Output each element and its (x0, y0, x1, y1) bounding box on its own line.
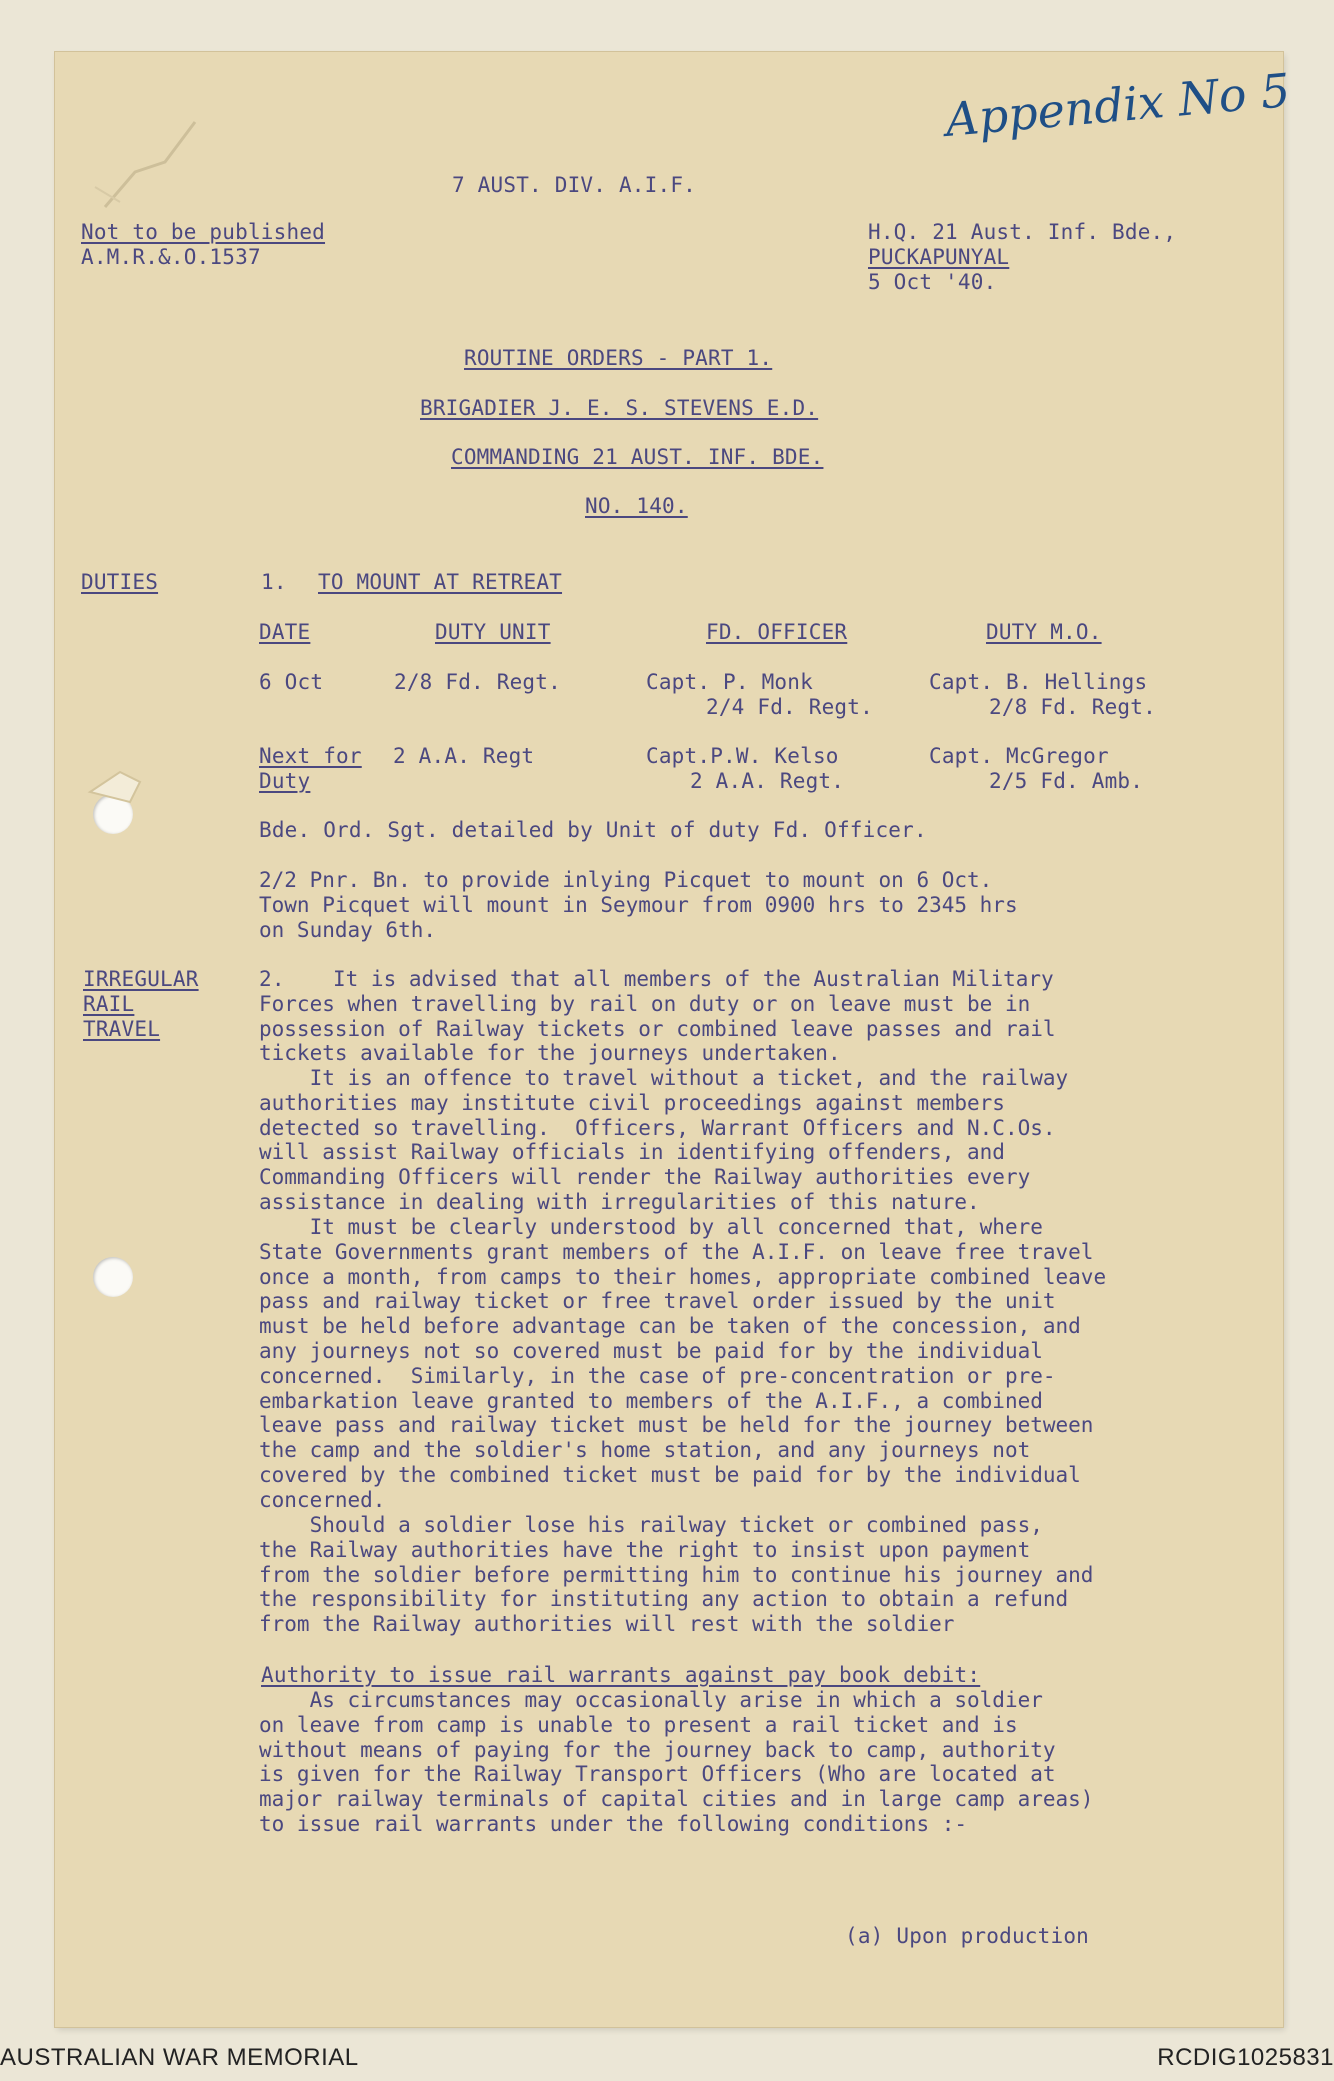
rail-section-number: 2. (259, 967, 285, 991)
row2-duty-unit: 2 A.A. Regt (393, 744, 535, 768)
restriction-line-1: Not to be published (81, 220, 326, 244)
paper-tear-mark-mid (80, 742, 160, 822)
rail-paragraph-4: Should a soldier lose his railway ticket or combined pass, the Railway authorities have the right to insist upon payment from the soldier before permitting him to continue his journey and the responsibility for instituting any action to obtain a refund from the Railway authorities will rest with the soldier (259, 1513, 1094, 1637)
footer-identifier: RCDIG1025831 (1157, 2044, 1334, 2071)
duties-heading: TO MOUNT AT RETREAT (318, 570, 563, 594)
row1-fd-officer-unit: 2/4 Fd. Regt. (706, 695, 873, 719)
row2-fd-officer-unit: 2 A.A. Regt. (690, 769, 845, 793)
rail-paragraph-1: It is advised that all members of the Australian Military Forces when travelling by rail on duty or on leave must be in possession of Railway tickets or combined leave passes and rail tickets available for the journeys undertaken. (259, 967, 1056, 1066)
row1-date: 6 Oct (259, 670, 324, 694)
row1-fd-officer: Capt. P. Monk (646, 670, 813, 694)
row1-duty-mo-unit: 2/8 Fd. Regt. (989, 695, 1156, 719)
row2-date: Next for (259, 744, 362, 768)
duties-note-ord-sgt: Bde. Ord. Sgt. detailed by Unit of duty Fd. Officer. (259, 818, 927, 842)
paper-tear-mark-top (75, 102, 225, 212)
rail-paragraph-3: It must be clearly understood by all concerned that, where State Governments grant members of the A.I.F. on leave free travel once a month, from camps to their homes, appropriate combined leave pass and railway ticket or free travel order issued by the unit must be held before advantage can be taken of the concession, and any journeys not so covered must be paid for by the individual concerned. Similarly, in the case of pre-concentration or pre- embarkation leave granted to members of the A.I.F., a combined leave pass and railway ticket must be held for the journey between the camp and the soldier's home station, and any journeys not covered by the combined ticket must be paid for by the individual concerned. (259, 1215, 1107, 1512)
row2-fd-officer: Capt.P.W. Kelso (646, 744, 839, 768)
rail-margin-label-2: RAIL (83, 992, 135, 1016)
restriction-line-2: A.M.R.&.O.1537 (81, 245, 261, 269)
title-commanding: COMMANDING 21 AUST. INF. BDE. (451, 445, 824, 469)
punch-hole-bottom (93, 1257, 133, 1297)
authority-paragraph: As circumstances may occasionally arise in which a soldier on leave from camp is unable to present a rail ticket and is without means of paying for the journey back to camp, authority is given for the Railway Transport Officers (Who are located at major railway terminals of capital cities and in large camp areas) to issue rail warrants under the following conditions :- (259, 1688, 1094, 1836)
division-heading: 7 AUST. DIV. A.I.F. (452, 173, 697, 197)
rail-paragraph-2: It is an offence to travel without a ticket, and the railway authorities may institute civil proceedings against members detected so travelling. Officers, Warrant Officers and N.C.Os. will assist Railway officials in identifying offenders, and Commanding Officers will render the Railway authorities every assistance in dealing with irregularities of this nature. (259, 1066, 1069, 1214)
duties-note-picquet: 2/2 Pnr. Bn. to provide inlying Picquet to mount on 6 Oct. Town Picquet will mount in Seymour from 0900 hrs to 2345 hrs on Sunday 6th. (259, 868, 1018, 942)
rail-margin-label-1: IRREGULAR (83, 967, 199, 991)
row2-duty-mo: Capt. McGregor (929, 744, 1109, 768)
rail-margin-label-3: TRAVEL (83, 1017, 161, 1041)
location-line: PUCKAPUNYAL (868, 245, 1010, 269)
date-line: 5 Oct '40. (868, 270, 997, 294)
title-routine-orders: ROUTINE ORDERS - PART 1. (464, 346, 773, 370)
col-header-fd-officer: FD. OFFICER (706, 620, 848, 644)
appendix-annotation: Appendix No 5 (943, 63, 1293, 147)
row1-duty-unit: 2/8 Fd. Regt. (394, 670, 561, 694)
footer-source: AUSTRALIAN WAR MEMORIAL (0, 2044, 359, 2071)
row2-duty-mo-unit: 2/5 Fd. Amb. (989, 769, 1144, 793)
col-header-duty-unit: DUTY UNIT (435, 620, 551, 644)
authority-heading: Authority to issue rail warrants against pay book debit: (261, 1663, 981, 1687)
col-header-date: DATE (259, 620, 311, 644)
continuation-catchword: (a) Upon production (845, 1924, 1090, 1948)
col-header-duty-mo: DUTY M.O. (986, 620, 1102, 644)
hq-line: H.Q. 21 Aust. Inf. Bde., (868, 220, 1177, 244)
title-brigadier: BRIGADIER J. E. S. STEVENS E.D. (420, 396, 819, 420)
title-order-number: NO. 140. (585, 494, 688, 518)
duties-section-number: 1. (261, 570, 287, 594)
row2-date-cont: Duty (259, 769, 311, 793)
row1-duty-mo: Capt. B. Hellings (929, 670, 1148, 694)
duties-margin-label: DUTIES (81, 570, 159, 594)
